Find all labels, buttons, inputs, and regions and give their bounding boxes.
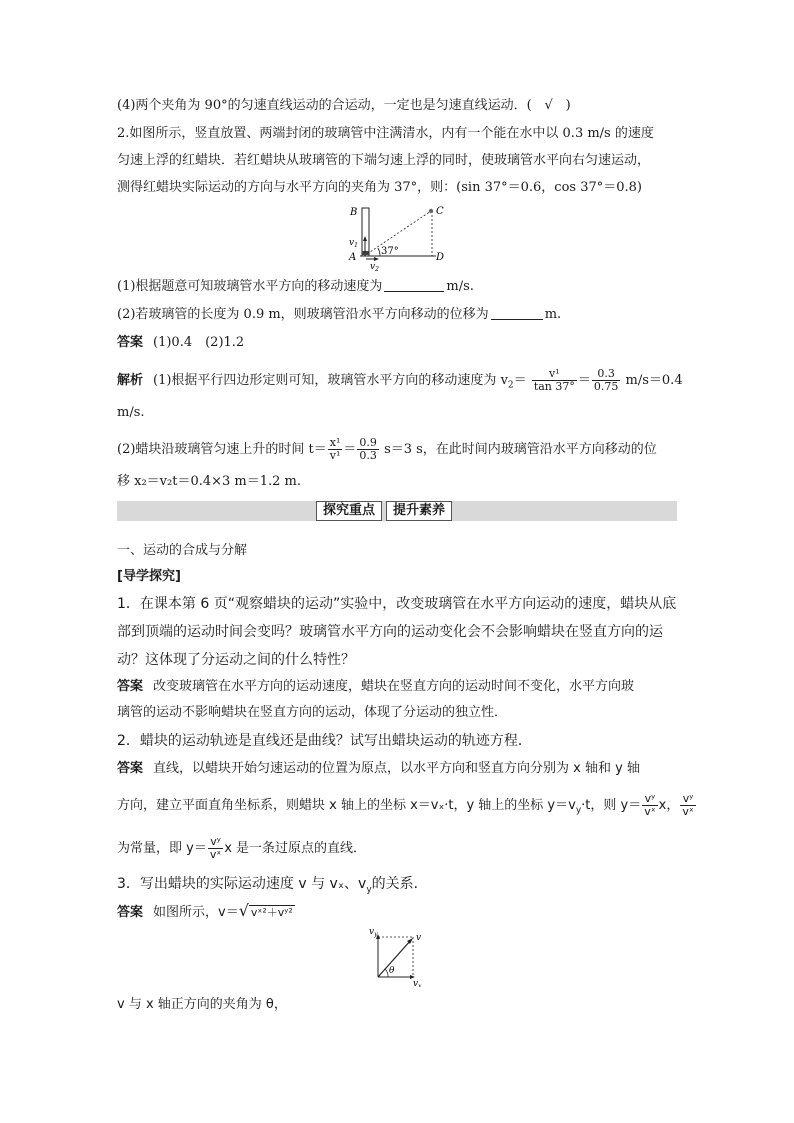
a2-line3: 为常量，即 y＝ $\frac{\text{vʸ}}{\text{vˣ}}$ x 是一条过原点的直线．	[117, 835, 367, 861]
check-mark: √	[544, 98, 553, 113]
label-A: A	[349, 252, 357, 263]
label-C: C	[436, 206, 444, 217]
p1-line3: 动？这体现了分运动之间的什么特性？	[117, 652, 355, 668]
q2-line2: 匀速上浮的红蜡块．若红蜡块从玻璃管的下端匀速上浮的同时，使玻璃管水平向右匀速运动，	[117, 153, 651, 168]
a1-line2: 璃管的运动不影响蜡块在竖直方向的运动，体现了分运动的独立性．	[117, 705, 508, 720]
q2-line3: 测得红蜡块实际运动的方向与水平方向的夹角为 37°，则：(sin 37°＝0.6，cos 37°＝0.8)	[117, 180, 642, 195]
q2-line1: 2.如图所示，竖直放置、两端封闭的玻璃管中注满清水，内有一个能在水中以 0.3 m/s 的速度	[117, 126, 654, 141]
svg-text:v: v	[416, 933, 422, 943]
section-banner-title: 探究重点 提升素养	[316, 501, 456, 521]
a2-line2: 方向，建立平面直角坐标系，则蜡块 x 轴上的坐标 x＝vₓ·t，y 轴上的坐标 $y=v_y\cdot t$，则 y＝ $\frac{\text{vʸ}}{\text{vˣ}}$ x， $\frac{\text{vʸ}}{\text{vˣ}}$	[117, 792, 694, 818]
section-title: 一、运动的合成与分解	[117, 543, 248, 558]
statement-4: (4)两个夹角为 90°的匀速直线运动的合运动，一定也是匀速直线运动．( √ )	[117, 96, 677, 116]
a2-line1: 答案 直线，以蜡块开始匀速运动的位置为原点，以水平方向和竖直方向分别为 x 轴和 y 轴	[117, 761, 640, 776]
q2-analysis-line3: (2)蜡块沿玻璃管匀速上升的时间 t＝ $\frac{\text{x¹}}{\text{v¹}}$ ＝ $\frac{0.9}{0.3}$ s＝3 s，在此时间内玻璃管沿水平方向移动的位	[117, 436, 657, 462]
a3-line: 答案 如图所示，v＝√ vˣ²＋vʸ²	[117, 901, 293, 920]
glass-tube-figure	[340, 203, 460, 271]
p3: 3．写出蜡块的实际运动速度 v 与 vₓ、$v_y$的关系．	[117, 876, 428, 895]
q2-analysis-line1: 解析 (1)根据平行四边形定则可知，玻璃管水平方向的移动速度为 $v_2=$ $\frac{\text{v¹}}{\tan 37^\circ}$ ＝ $\frac{0.3}{0.75}$ m/s＝0.4	[117, 367, 683, 393]
q2-sub1: (1)根据题意可知玻璃管水平方向的移动速度为 m/s.	[117, 279, 474, 294]
svg-text:v1: $v_1$	[349, 238, 358, 249]
p1-line1: 1．在课本第 6 页“观察蜡块的运动”实验中，改变玻璃管在水平方向运动的速度，蜡块从底	[117, 596, 677, 612]
label-D: D	[436, 252, 445, 263]
p1-line2: 部到顶端的运动时间会变吗？玻璃管水平方向的运动变化会不会影响蜡块在竖直方向的运	[117, 624, 663, 640]
q2-answer: 答案 (1)0.4 (2)1.2	[117, 335, 245, 350]
q2-sub2: (2)若玻璃管的长度为 0.9 m，则玻璃管沿水平方向移动的位移为 m.	[117, 307, 562, 322]
svg-text:v2: $v_2$	[370, 262, 379, 271]
svg-text:vx: $v_x$	[413, 979, 422, 987]
p2: 2．蜡块的运动轨迹是直线还是曲线？试写出蜡块运动的轨迹方程．	[117, 733, 532, 749]
q2-analysis-line4: 移 x₂＝v₂t＝0.4×3 m＝1.2 m.	[117, 474, 302, 489]
angle-37: 37°	[381, 246, 399, 257]
svg-text:θ: θ	[389, 966, 395, 976]
svg-text:vy: $v_y$	[369, 927, 378, 938]
last-line: v 与 x 轴正方向的夹角为 θ，	[117, 997, 287, 1012]
velocity-diagram	[366, 925, 438, 987]
label-B: B	[350, 207, 358, 218]
a1-line1: 答案 改变玻璃管在水平方向的运动速度，蜡块在竖直方向的运动时间不变化，水平方向玻	[117, 679, 635, 694]
guide-heading: [导学探究]	[117, 569, 181, 584]
q2-analysis-line2: m/s.	[117, 405, 145, 420]
